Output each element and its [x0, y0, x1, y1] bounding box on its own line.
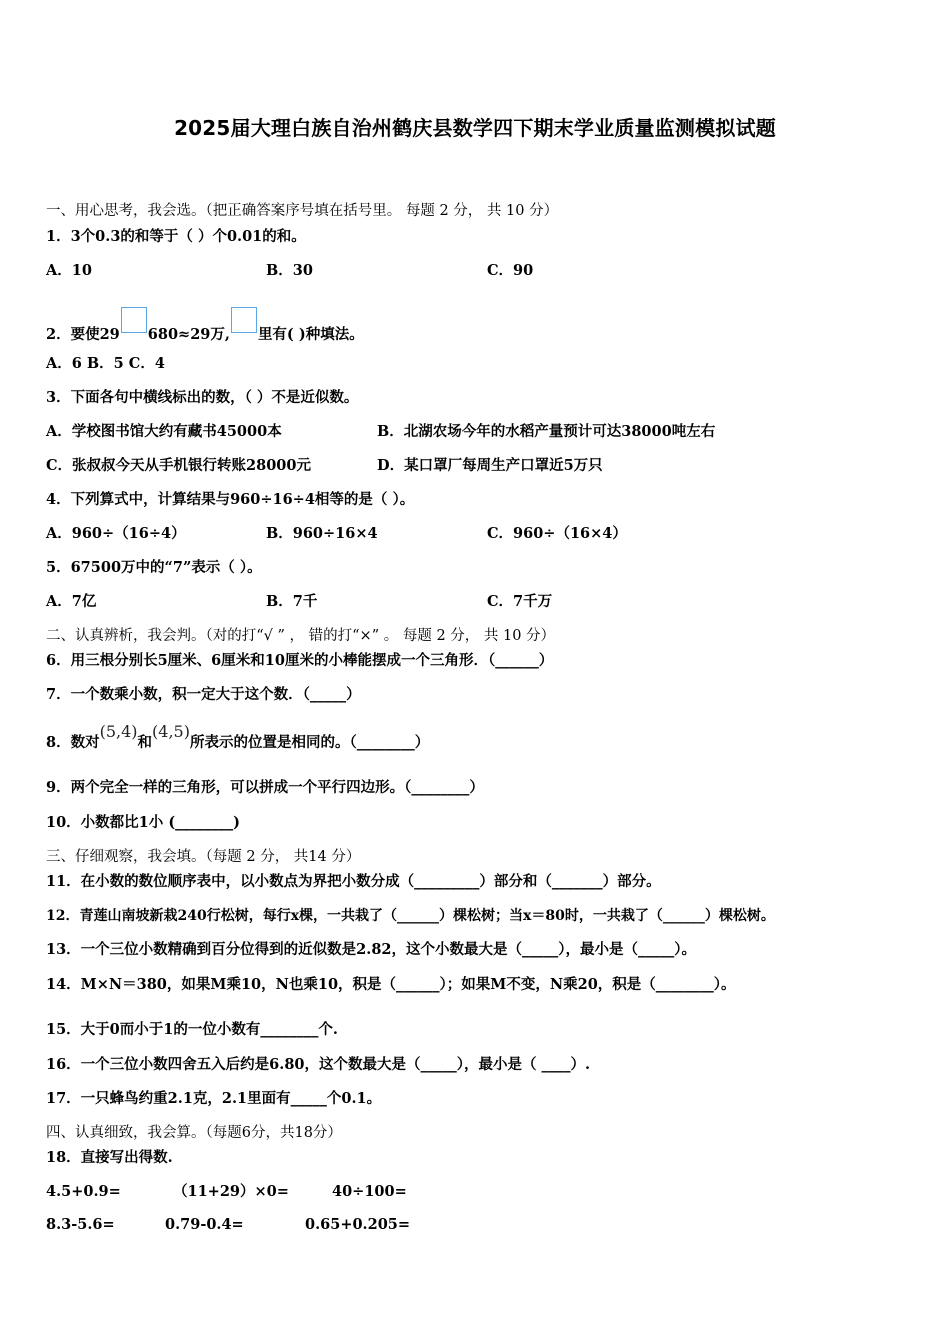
question-11: 11．在小数的数位顺序表中，以小数点为界把小数分成（_________）部分和（_______）部分。 [46, 873, 661, 890]
calc-1: 4.5+0.9= [46, 1183, 121, 1200]
question-13: 13．一个三位小数精确到百分位得到的近似数是2.82，这个小数最大是（_____），最小是（_____）。 [46, 941, 696, 958]
question-12: 12．青莲山南坡新栽240行松树，每行x棵，一共栽了（______）棵松树；当x＝80时，一共栽了（______）棵松树。 [46, 908, 775, 924]
q4-option-b: B．960÷16×4 [266, 525, 378, 542]
question-9: 9．两个完全一样的三角形，可以拼成一个平行四边形。（________） [46, 779, 484, 796]
q5-option-c: C．7千万 [487, 593, 553, 610]
q1-option-a: A．10 [46, 262, 92, 279]
section-1-heading: 一、用心思考，我会选。（把正确答案序号填在括号里。 每题 2 分， 共 10 分） [46, 203, 559, 219]
q4-option-a: A．960÷（16÷4） [46, 525, 186, 542]
question-6: 6．用三根分别长5厘米、6厘米和10厘米的小棒能摆成一个三角形．（______） [46, 652, 554, 669]
q2-text-part1: 2．要使29 [46, 326, 120, 343]
calc-4: 8.3-5.6= [46, 1216, 115, 1233]
q2-options: A．6 B．5 C．4 [46, 355, 165, 372]
q2-blank-box-1 [121, 307, 147, 333]
question-7: 7．一个数乘小数，积一定大于这个数．（_____） [46, 686, 361, 703]
calc-6: 0.65+0.205= [305, 1216, 411, 1233]
question-15: 15．大于0而小于1的一位小数有________个. [46, 1021, 338, 1038]
q5-option-b: B．7千 [266, 593, 318, 610]
q8-coordinate-b: (4,5) [152, 722, 190, 741]
question-3: 3．下面各句中横线标出的数，（ ）不是近似数。 [46, 389, 359, 406]
question-18: 18．直接写出得数. [46, 1149, 173, 1166]
q3-option-b: B．北湖农场今年的水稻产量预计可达38000吨左右 [377, 423, 716, 440]
q5-option-a: A．7亿 [46, 593, 97, 610]
section-2-heading: 二、认真辨析，我会判。（对的打“√ ” ， 错的打“×” 。 每题 2 分， 共 10 分） [46, 628, 556, 644]
q8-coordinate-a: (5,4) [99, 722, 138, 741]
question-17: 17．一只蜂鸟约重2.1克，2.1里面有_____个0.1。 [46, 1090, 382, 1107]
question-4: 4．下列算式中，计算结果与960÷16÷4相等的是（ ）。 [46, 491, 415, 508]
section-3-heading: 三、仔细观察，我会填。（每题 2 分， 共14 分） [46, 849, 361, 865]
section-4-heading: 四、认真细致，我会算。（每题6分，共18分） [46, 1125, 342, 1141]
question-2 [46, 307, 364, 345]
q3-option-c: C．张叔叔今天从手机银行转账28000元 [46, 457, 311, 474]
q8-text-part3: 所表示的位置是相同的。（________） [189, 734, 430, 751]
q8-text-part2: 和 [137, 734, 153, 751]
calc-5: 0.79-0.4= [165, 1216, 244, 1233]
q3-option-a: A．学校图书馆大约有藏书45000本 [46, 423, 282, 440]
question-8 [46, 722, 430, 753]
q2-text-part3: 里有( )种填法。 [257, 326, 364, 343]
q8-text-part1: 8．数对 [46, 734, 100, 751]
q1-option-c: C．90 [487, 262, 534, 279]
question-16: 16．一个三位小数四舍五入后约是6.80，这个数最大是（_____），最小是（ ____）. [46, 1056, 591, 1073]
question-14: 14．M×N＝380，如果M乘10，N也乘10，积是（______）；如果M不变，N乘20，积是（________）。 [46, 976, 736, 993]
q3-option-d: D．某口罩厂每周生产口罩近5万只 [377, 457, 603, 474]
calc-2: （11+29）×0= [173, 1183, 289, 1200]
calc-3: 40÷100= [332, 1183, 407, 1200]
q1-option-b: B．30 [266, 262, 313, 279]
question-1: 1．3个0.3的和等于（ ）个0.01的和。 [46, 228, 306, 245]
page-title: 2025届大理白族自治州鹤庆县数学四下期末学业质量监测模拟试题 [174, 116, 776, 140]
question-10: 10．小数都比1小 (________) [46, 814, 241, 831]
q2-text-part2: 680≈29万, [147, 326, 230, 343]
q2-blank-box-2 [231, 307, 257, 333]
question-5: 5．67500万中的“7”表示（ ）。 [46, 559, 262, 576]
q4-option-c: C．960÷（16×4） [487, 525, 627, 542]
